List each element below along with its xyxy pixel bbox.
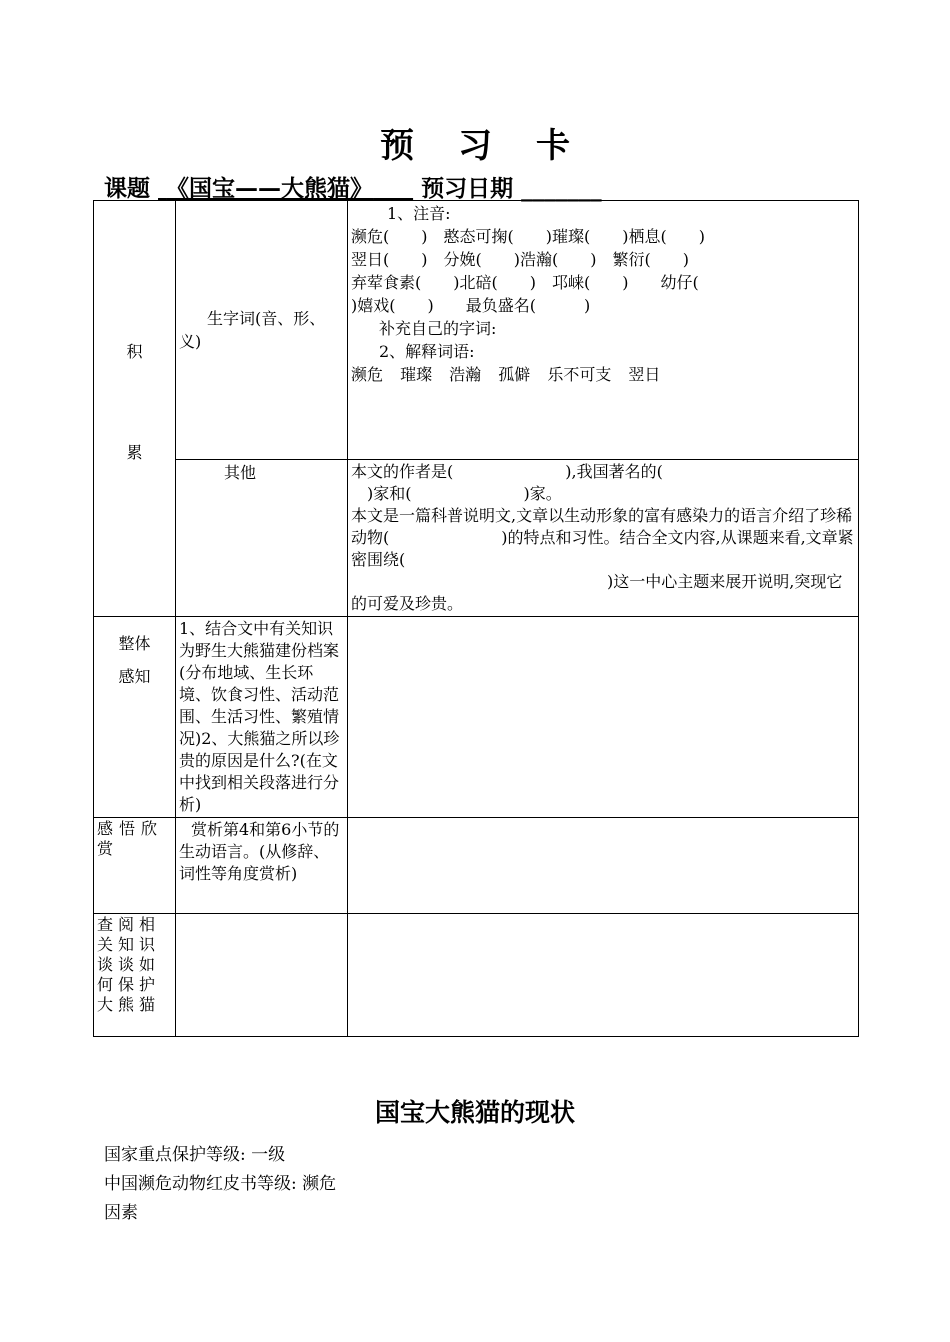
- page-title: [0, 118, 950, 167]
- subject-line: [104, 170, 602, 203]
- research-answer-cell-1[interactable]: [176, 914, 348, 1037]
- appreciate-label: 感悟欣赏: [94, 818, 176, 914]
- appreciate-answer-cell[interactable]: [348, 818, 859, 914]
- info-line: 中国濒危动物红皮书等级: 濒危: [104, 1174, 337, 1194]
- other-label: 其他: [176, 460, 348, 617]
- overall-question: 1、结合文中有关知识为野生大熊猫建份档案(分布地域、生长环境、饮食习性、活动范围、生活习性、繁殖情况)2、大熊猫之所以珍贵的原因是什么?(在文中找到相关段落进行分析): [176, 617, 348, 818]
- vocab-label: 生字词(音、形、义): [176, 201, 348, 460]
- appreciate-question: 赏析第4和第6小节的生动语言。(从修辞、词性等角度赏析): [176, 818, 348, 914]
- research-label: 查阅相关知识谈谈如何保护大熊猫: [94, 914, 176, 1037]
- topic-value: 《国宝——大熊猫》: [166, 176, 374, 202]
- section-heading: 国宝大熊猫的现状: [374, 1098, 575, 1127]
- title-char: 卡: [536, 126, 570, 166]
- pinyin-line: 濒危( ) 憨态可掬( )璀璨( )栖息( ): [351, 227, 705, 246]
- pinyin-line: 弃荤食素( )北碚( ) 邛崃( ) 幼仔(: [351, 273, 699, 292]
- date-blank: _______: [521, 176, 602, 202]
- vocab-cell[interactable]: 1、注音: 濒危( ) 憨态可掬( )璀璨( )栖息( ) 翌日( ) 分娩( )浩瀚( ) 繁衍( ) 弃荤食素( )北碚( ) 邛崃( ) 幼仔( )嬉戏( ) 最负盛名( ) 补充自己的字词: 2、解释词语: 濒危 璀璨 浩瀚 孤僻 乐不可支 翌日: [348, 201, 859, 460]
- overall-answer-cell[interactable]: [348, 617, 859, 818]
- topic-label: 课题: [104, 176, 150, 202]
- pinyin-line: 翌日( ) 分娩( )浩瀚( ) 繁衍( ): [351, 250, 689, 269]
- date-label: 预习日期: [421, 176, 514, 202]
- title-char: 预: [380, 126, 414, 166]
- overall-label: 整体 感知: [94, 617, 176, 818]
- pinyin-line: )嬉戏( ) 最负盛名( ): [351, 296, 591, 315]
- research-answer-cell-2[interactable]: [348, 914, 859, 1037]
- accumulation-label: 积 累: [94, 201, 176, 617]
- info-line: 因素: [104, 1203, 138, 1223]
- preview-card-table: [93, 200, 859, 1037]
- other-cell[interactable]: 本文的作者是( ),我国著名的( )家和( )家。 本文是一篇科普说明文,文章以生动形象的富有感染力的语言介绍了珍稀动物( )的特点和习性。结合全文内容,从课题来看,文章紧密围绕( )这一中心主题来展开说明,突现它的可爱及珍贵。: [348, 460, 859, 617]
- info-line: 国家重点保护等级: 一级: [104, 1145, 286, 1165]
- title-char: 习: [458, 126, 492, 166]
